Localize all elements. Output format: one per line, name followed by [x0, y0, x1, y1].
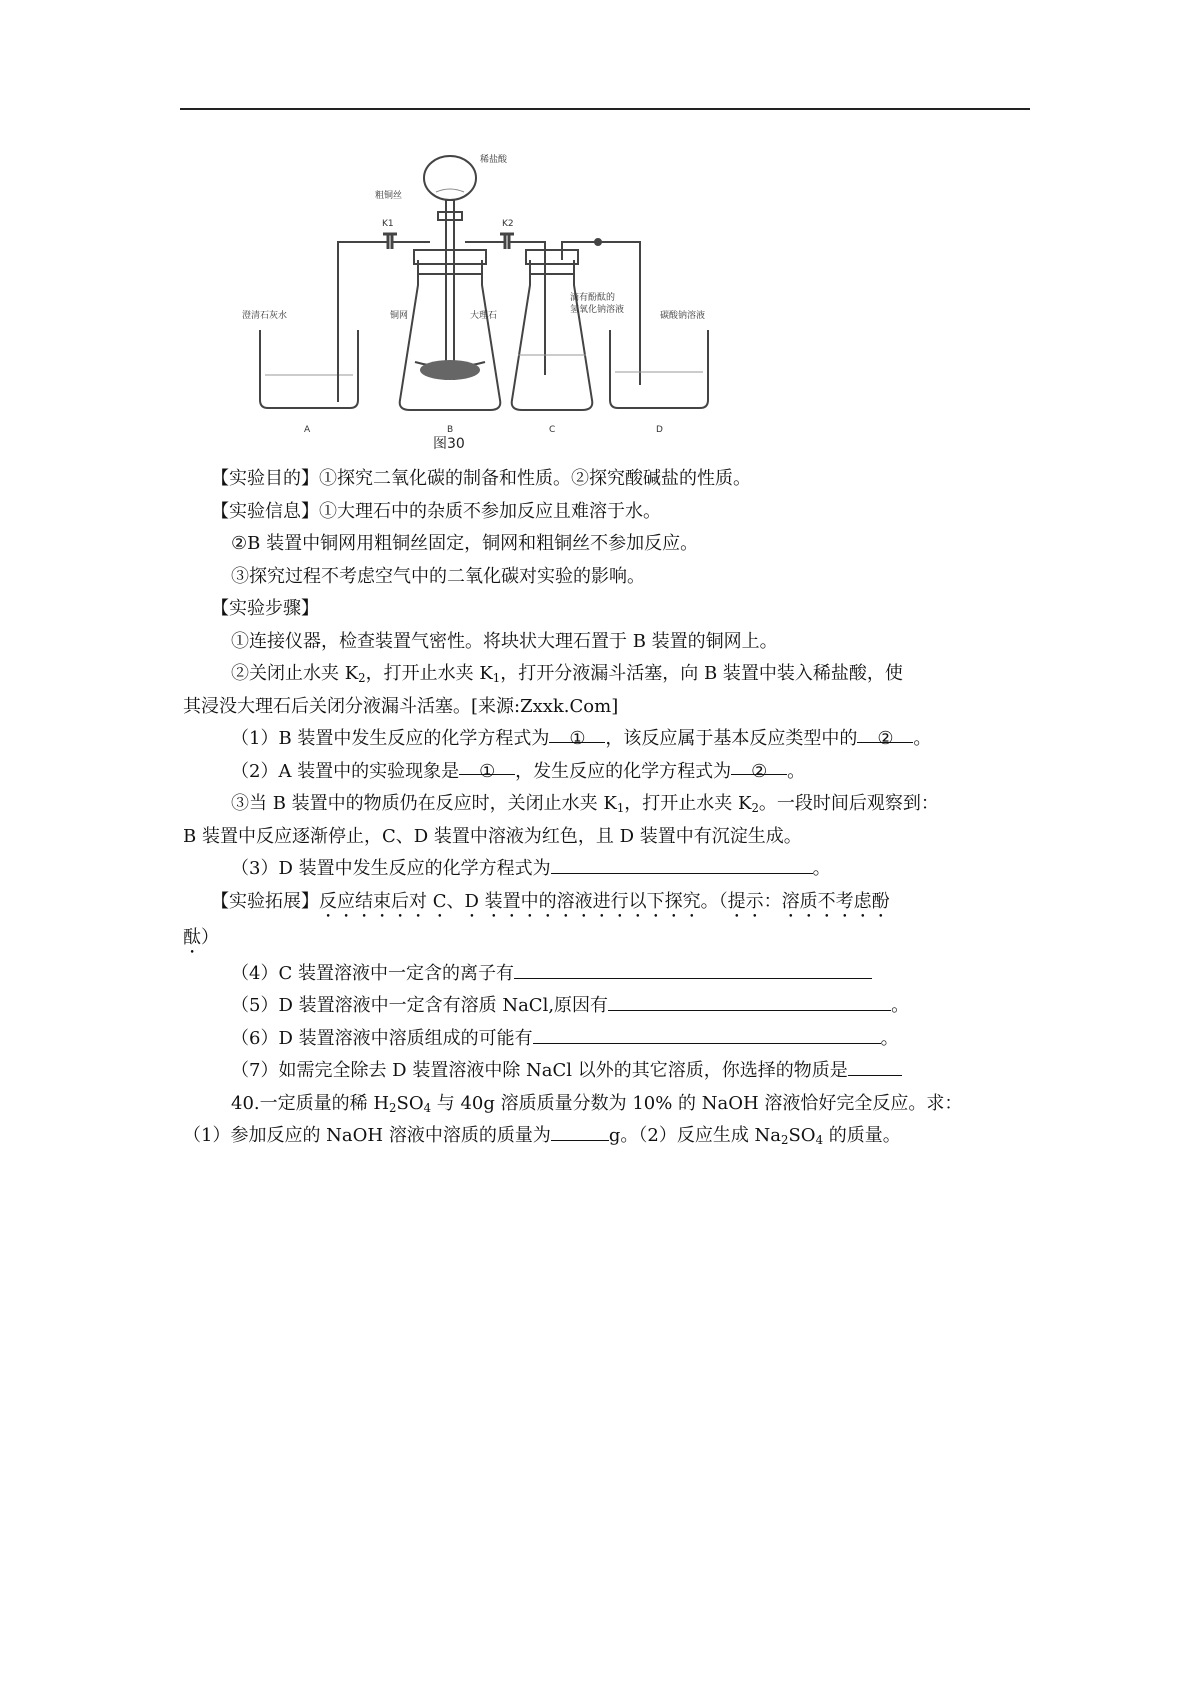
so4-subscript: 4 — [423, 1100, 432, 1115]
label-b: B — [447, 425, 454, 435]
na2-subscript: 2 — [781, 1132, 789, 1147]
q1-blank-1[interactable]: ① — [549, 723, 605, 743]
label-a: A — [304, 425, 311, 435]
label-d: D — [656, 425, 663, 435]
q6-part-b: 。 — [880, 1027, 899, 1049]
q5-part-a: （5）D 装置溶液中一定含有溶质 NaCl,原因有 — [231, 995, 609, 1016]
step2-part-a: ②关闭止水夹 K — [231, 663, 359, 684]
q40-line2-a: （1）参加反应的 NaOH 溶液中溶质的质量为 — [183, 1125, 551, 1146]
line-step1: ①连接仪器，检查装置气密性。将块状大理石置于 B 装置的铜网上。 — [231, 630, 778, 652]
q1-blank-2[interactable]: ② — [857, 723, 913, 743]
q40-line2-b: g。（2）反应生成 Na — [608, 1125, 782, 1146]
label-copper-mesh: 铜网 — [390, 311, 409, 321]
line-extension-cont — [183, 922, 1025, 958]
ext-part-c: 溶质不考虑酚 — [781, 890, 890, 912]
ext-line2: 酞） — [183, 926, 219, 948]
label-k1: K1 — [382, 219, 394, 229]
line-q3 — [183, 853, 1025, 886]
line-q2 — [183, 756, 1025, 789]
step2-part-c: ，打开分液漏斗活塞，向 B 装置中装入稀盐酸，使 — [500, 663, 903, 684]
step3-k1-subscript: 1 — [616, 800, 625, 815]
line-step3-cont: B 装置中反应逐渐停止，C、D 装置中溶液为红色，且 D 装置中有沉淀生成。 — [183, 825, 802, 847]
q40-line2-c: SO — [788, 1125, 816, 1146]
q3-part-a: （3）D 装置中发生反应的化学方程式为 — [231, 858, 551, 879]
step3-part-b: ，打开止水夹 K — [624, 793, 752, 814]
line-step2 — [183, 658, 1025, 691]
q6-part-a: （6）D 装置溶液中溶质组成的可能有 — [231, 1027, 533, 1049]
q7-text: （7）如需完全除去 D 装置溶液中除 NaCl 以外的其它溶质，你选择的物质是 — [231, 1060, 848, 1081]
label-dilute-hcl: 稀盐酸 — [480, 155, 508, 165]
q40-part-c: 与 40g 溶质质量分数为 10% 的 NaOH 溶液恰好完全反应。求： — [431, 1092, 963, 1114]
q40-part-b: SO — [396, 1092, 424, 1114]
line-info-3: ③探究过程不考虑空气中的二氧化碳对实验的影响。 — [231, 565, 645, 587]
q1-part-c: 。 — [913, 728, 932, 749]
header-rule — [180, 108, 1030, 110]
label-copper-wire: 粗铜丝 — [375, 191, 403, 201]
line-q1 — [183, 723, 1025, 756]
q2-part-c: 。 — [787, 760, 806, 782]
q4-text: （4）C 装置溶液中一定含的离子有 — [231, 962, 514, 984]
line-q6 — [183, 1023, 1025, 1056]
line-q5 — [183, 990, 1025, 1023]
line-q7 — [183, 1055, 1025, 1088]
q1-part-b: ，该反应属于基本反应类型中的 — [605, 728, 858, 749]
q1-part-a: （1）B 装置中发生反应的化学方程式为 — [231, 728, 550, 749]
line-step2-cont: 其浸没大理石后关闭分液漏斗活塞。[来源:Zxxk.Com] — [183, 695, 619, 717]
ext-head: 【实验拓展】 — [211, 890, 319, 912]
line-steps-head: 【实验步骤】 — [211, 598, 319, 619]
line-step3 — [183, 788, 1025, 821]
figure-caption: 图30 — [433, 436, 465, 450]
q40-part-a: 40.一定质量的稀 H — [231, 1092, 390, 1114]
line-purpose: 【实验目的】①探究二氧化碳的制备和性质。②探究酸碱盐的性质。 — [211, 468, 751, 489]
question-text — [183, 463, 1025, 1153]
label-limewater: 澄清石灰水 — [242, 311, 288, 321]
line-q40-cont — [183, 1120, 1025, 1153]
label-sodium-carbonate: 碳酸钠溶液 — [660, 311, 706, 321]
k1-subscript: 1 — [492, 670, 501, 685]
h2-subscript: 2 — [389, 1100, 397, 1115]
label-c: C — [549, 425, 556, 435]
line-extension — [183, 886, 1025, 922]
apparatus-figure — [240, 150, 800, 450]
step3-part-a: ③当 B 装置中的物质仍在反应时，关闭止水夹 K — [231, 793, 617, 814]
label-marble: 大理石 — [470, 311, 498, 321]
apparatus-diagram — [240, 150, 800, 450]
label-k2: K2 — [502, 219, 514, 229]
label-phenolphthalein-2: 氢氧化钠溶液 — [570, 305, 625, 315]
q3-blank[interactable] — [551, 854, 813, 874]
q5-part-b: 。 — [891, 995, 910, 1016]
step2-part-b: ，打开止水夹 K — [365, 663, 493, 684]
q2-blank-1[interactable]: ① — [459, 756, 515, 776]
q2-blank-2[interactable]: ② — [731, 756, 787, 776]
na2so4-subscript: 4 — [815, 1132, 823, 1147]
ext-part-b: 反应结束后对 C、D 装置中的溶液进行以下探究。（提示： — [319, 890, 782, 912]
q2-part-b: ，发生反应的化学方程式为 — [515, 760, 732, 782]
q40-line2-d: 的质量。 — [823, 1125, 901, 1146]
q3-part-b: 。 — [812, 858, 831, 879]
q7-blank[interactable] — [848, 1056, 902, 1076]
step3-k2-subscript: 2 — [751, 800, 759, 815]
q5-blank[interactable] — [608, 991, 891, 1011]
step3-part-c: 。一段时间后观察到： — [758, 793, 939, 814]
q6-blank[interactable] — [533, 1024, 881, 1044]
q2-part-a: （2）A 装置中的实验现象是 — [231, 760, 460, 782]
k2-subscript: 2 — [358, 670, 366, 685]
q4-blank[interactable] — [514, 959, 872, 979]
line-q40 — [183, 1088, 1025, 1121]
line-q4 — [183, 958, 1025, 991]
line-info-head: 【实验信息】①大理石中的杂质不参加反应且难溶于水。 — [211, 500, 661, 522]
label-phenolphthalein-1: 滴有酚酞的 — [570, 293, 616, 303]
line-info-2: ②B 装置中铜网用粗铜丝固定，铜网和粗铜丝不参加反应。 — [231, 533, 699, 554]
q40-blank[interactable] — [551, 1121, 609, 1141]
